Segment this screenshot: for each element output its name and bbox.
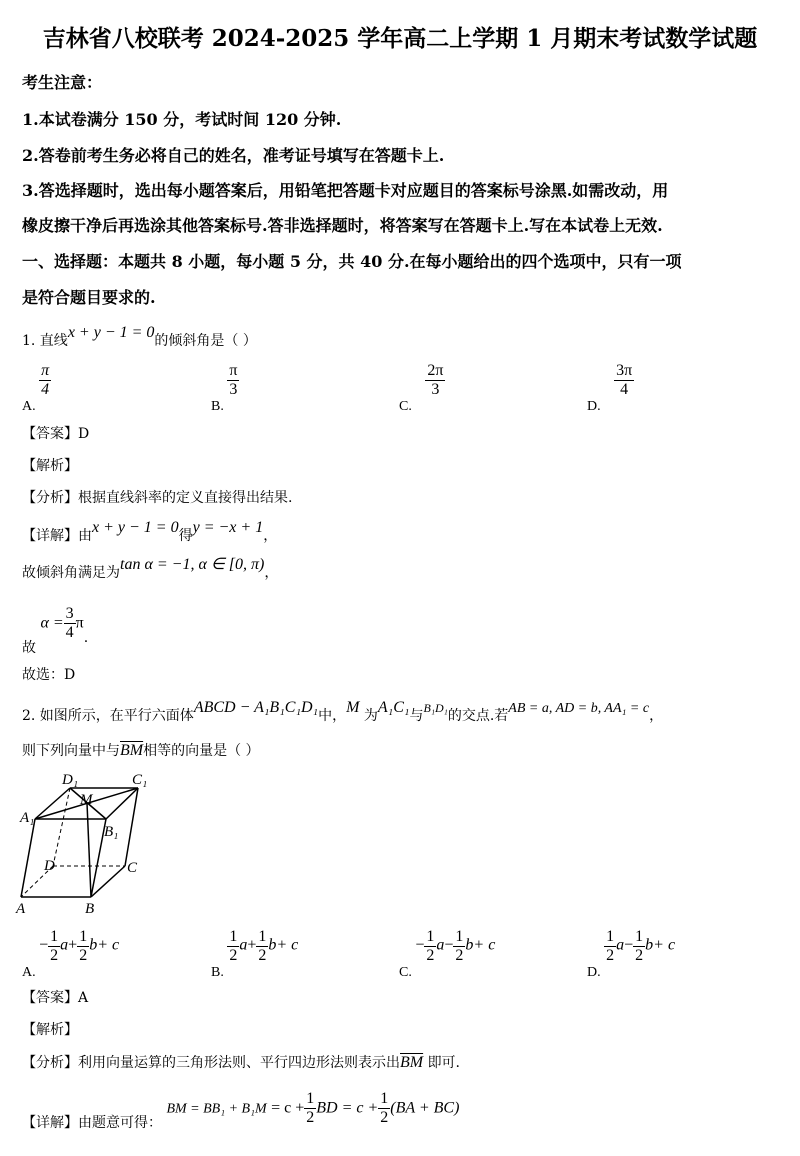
text: 故 — [22, 639, 36, 656]
q2-option-c[interactable] — [399, 928, 496, 980]
figure-label: C₁ — [132, 772, 148, 788]
q1-analysis: 【分析】根据直线斜率的定义直接得出结果. — [22, 490, 293, 506]
vector-b: b — [645, 936, 654, 954]
denominator: 2 — [229, 947, 238, 964]
text: 则下列向量中与 — [22, 743, 120, 759]
q2-analysis — [22, 1052, 460, 1072]
equation: x + y − 1 = 0 — [92, 519, 179, 536]
text: ， — [264, 565, 279, 581]
fraction — [633, 928, 645, 965]
q1-jiexi: 【解析】 — [22, 458, 78, 474]
denominator: 2 — [306, 1109, 315, 1126]
numerator: 1 — [79, 928, 88, 945]
vector-c: + c — [473, 936, 496, 954]
figure-label: D — [44, 858, 55, 874]
q1-detail-line — [22, 519, 278, 545]
equation: ABCD − A₁B₁C₁D₁ — [193, 699, 319, 716]
q1-answer: 【答案】D — [22, 426, 90, 442]
notice-item: 1.本试卷满分 150 分，考试时间 120 分钟. — [22, 110, 342, 129]
figure-label: B₁ — [104, 824, 119, 840]
numerator: π — [41, 362, 50, 379]
denominator: 3 — [431, 381, 440, 398]
text: 相等的向量是（ ） — [143, 743, 260, 759]
figure-label: B — [85, 901, 95, 917]
numerator: 1 — [50, 928, 59, 945]
q1-option-a[interactable] — [22, 362, 51, 414]
fraction — [48, 928, 60, 965]
q1-option-b[interactable] — [211, 362, 239, 414]
page-title: 吉林省八校联考 2024-2025 学年高二上学期 1 月期末考试数学试题 — [42, 25, 758, 52]
q2-answer: 【答案】A — [22, 990, 89, 1006]
equation: B₁D₁ — [423, 701, 448, 715]
text: 2. 如图所示，在平行六面体 — [22, 708, 194, 724]
fraction — [77, 928, 89, 965]
fraction — [604, 928, 616, 965]
q2-option-b[interactable] — [211, 928, 299, 980]
q1-detail-line — [22, 556, 279, 582]
fraction — [453, 928, 465, 965]
text: 故倾斜角满足为 — [22, 565, 120, 581]
q1-choice: 故选：D — [22, 667, 76, 683]
q2-option-d[interactable] — [587, 928, 676, 980]
sign: + — [247, 936, 257, 954]
vector: $\overline{BM}$ — [120, 742, 144, 759]
notice-heading: 考生注意： — [22, 73, 103, 92]
equation: x + y − 1 = 0 — [67, 324, 155, 341]
vector-a: a — [616, 936, 625, 954]
text: 为 — [363, 708, 378, 724]
option-label: A. — [22, 398, 36, 414]
q2-option-a[interactable] — [22, 928, 120, 980]
denominator: 3 — [229, 381, 238, 398]
equation: M — [346, 699, 360, 716]
denominator: 4 — [65, 624, 74, 641]
vector-c: + c — [97, 936, 120, 954]
vector-c: + c — [653, 936, 676, 954]
text: 【分析】利用向量运算的三角形法则、平行四边形法则表示出 — [22, 1055, 400, 1071]
figure-label: A — [16, 901, 26, 917]
equation: A₁C₁ — [377, 699, 410, 716]
text: 中， — [318, 708, 347, 724]
numerator: π — [229, 362, 238, 379]
question-2-stem — [22, 699, 664, 725]
q2-jiexi: 【解析】 — [22, 1022, 78, 1038]
fraction — [227, 928, 239, 965]
vector-a: a — [60, 936, 69, 954]
denominator: 2 — [258, 947, 267, 964]
option-label: A. — [22, 964, 36, 980]
section-heading: 一、选择题：本题共 8 小题，每小题 5 分，共 40 分.在每小题给出的四个选项中，只有一项 — [22, 252, 682, 271]
fraction — [424, 928, 436, 965]
equation: π — [75, 614, 84, 632]
text: . — [83, 629, 89, 646]
equation: BM = BB₁ + B₁M — [166, 1101, 267, 1117]
numerator: 2π — [427, 362, 444, 379]
vector-b: b — [465, 936, 474, 954]
q1-option-c[interactable] — [399, 362, 445, 414]
text: 与 — [409, 708, 424, 724]
q1-option-d[interactable] — [587, 362, 634, 414]
text: 【详解】由题意可得： — [22, 1114, 162, 1131]
fraction — [614, 362, 634, 399]
notice-item: 橡皮擦干净后再选涂其他答案标号.答非选择题时，将答案写在答题卡上.写在本试卷上无效. — [22, 216, 663, 235]
vector-b: b — [268, 936, 277, 954]
section-heading: 是符合题目要求的. — [22, 288, 156, 307]
text: ， — [263, 528, 278, 544]
option-label: C. — [399, 398, 412, 414]
numerator: 1 — [380, 1090, 389, 1107]
fraction — [304, 1090, 316, 1127]
numerator: 3π — [616, 362, 633, 379]
figure-label: D₁ — [62, 772, 79, 788]
numerator: 1 — [229, 928, 238, 945]
fraction — [64, 605, 76, 642]
vector-c: + c — [276, 936, 299, 954]
denominator: 4 — [620, 381, 629, 398]
fraction — [39, 362, 51, 399]
question-1-stem — [22, 324, 257, 350]
fraction — [256, 928, 268, 965]
text: 1. 直线 — [22, 333, 68, 349]
equation: = c + — [271, 1099, 305, 1117]
sign: − — [624, 936, 634, 954]
text: ， — [649, 708, 664, 724]
fraction — [425, 362, 445, 399]
option-label: D. — [587, 964, 601, 980]
sign: + — [68, 936, 78, 954]
denominator: 4 — [41, 381, 50, 398]
q1-detail-line — [22, 605, 89, 656]
equation: BD = c + — [316, 1099, 379, 1117]
denominator: 2 — [455, 947, 464, 964]
equation: y = −x + 1 — [192, 519, 264, 536]
text: 的交点.若 — [447, 708, 509, 724]
option-label: C. — [399, 964, 412, 980]
sign: − — [415, 936, 425, 954]
denominator: 2 — [380, 1109, 389, 1126]
numerator: 1 — [455, 928, 464, 945]
sign: − — [444, 936, 454, 954]
vector-b: b — [89, 936, 98, 954]
denominator: 2 — [79, 947, 88, 964]
notice-item: 3.答选择题时，选出每小题答案后，用铅笔把答题卡对应题目的答案标号涂黑.如需改动，用 — [22, 181, 669, 200]
figure-label: A₁ — [20, 810, 35, 826]
option-label: B. — [211, 964, 224, 980]
numerator: 1 — [306, 1090, 315, 1107]
equation: tan α = −1, α ∈ [0, π) — [120, 556, 265, 573]
denominator: 2 — [426, 947, 435, 964]
denominator: 2 — [635, 947, 644, 964]
equation: (BA + BC) — [390, 1099, 460, 1117]
vector: $\overline{BM}$ — [400, 1054, 424, 1071]
vector-a: a — [239, 936, 248, 954]
fraction — [227, 362, 239, 399]
numerator: 3 — [65, 605, 74, 622]
denominator: 2 — [606, 947, 615, 964]
question-2-stem — [22, 740, 260, 760]
equation: AB = a, AD = b, AA₁ = c — [508, 701, 650, 716]
equation: α = — [40, 614, 64, 632]
text: 即可. — [427, 1055, 461, 1071]
text: 得 — [178, 528, 193, 544]
vector-a: a — [436, 936, 445, 954]
notice-item: 2.答卷前考生务必将自己的姓名，准考证号填写在答题卡上. — [22, 146, 445, 165]
numerator: 1 — [635, 928, 644, 945]
text: 的倾斜角是（ ） — [154, 333, 257, 349]
figure-label: M — [80, 792, 93, 808]
sign: − — [39, 936, 49, 954]
parallelepiped-figure — [0, 765, 240, 925]
text: 【详解】由 — [22, 528, 92, 544]
option-label: B. — [211, 398, 224, 414]
q2-detail — [22, 1090, 460, 1131]
numerator: 1 — [606, 928, 615, 945]
option-label: D. — [587, 398, 601, 414]
figure-label: C — [127, 860, 138, 876]
numerator: 1 — [258, 928, 267, 945]
denominator: 2 — [50, 947, 59, 964]
fraction — [378, 1090, 390, 1127]
numerator: 1 — [426, 928, 435, 945]
